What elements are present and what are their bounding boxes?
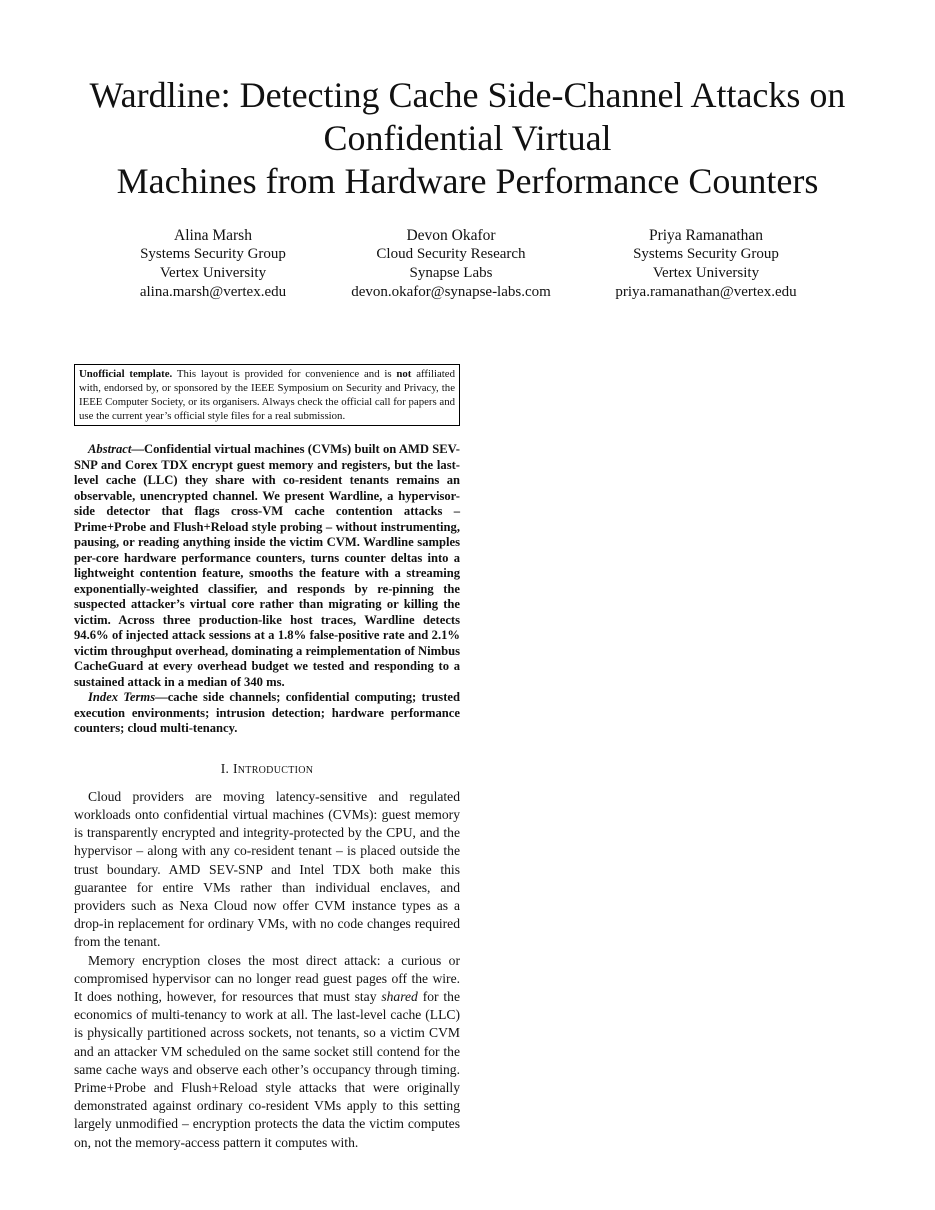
notice-text-2: affiliated with, endorsed by, or sponsored by the IEEE Symposium on Security and Privacy, the IEEE Computer Society, or its organisers. Always check the official call for papers and use the current year’s official style files for a real submission. — [79, 368, 455, 422]
title-line-3: Machines from Hardware Performance Counters — [116, 161, 819, 201]
left-column — [74, 364, 460, 1152]
abstract-text: —Confidential virtual machines (CVMs) built on AMD SEV-SNP and Corex TDX encrypt guest memory and registers, but the last-level cache (LLC) they share with co-resident tenants remains an observable, unencrypted channel. We present Wardline, a hypervisor-side detector that flags cross-VM cache contention attacks – Prime+Probe and Flush+Reload style probing – without instrumenting, pausing, or reading anything inside the victim CVM. Wardline samples per-core hardware performance counters, turns counter deltas into a lightweight contention feature, smooths the feature with a streaming exponentially-weighted classifier, and responds by re-pinning the suspected attacker’s virtual core rather than migrating or killing the victim. Across three production-like host traces, Wardline detects 94.6% of injected attack sessions at a 1.8% false-positive rate and 2.1% victim throughput overhead, dominating a reimplementation of Nimbus CacheGuard at every overhead budget we tested and responding to a sustained attack in a median of 340 ms. — [74, 442, 460, 689]
index-terms-label: Index Terms — [88, 690, 156, 704]
intro-paragraph-2 — [74, 952, 460, 1152]
p2-text-a: Memory encryption closes the most direct attack: a curious or compromised hypervisor can no longer read guest pages off the wire. It does nothing, however, for resources that must stay — [74, 952, 460, 1004]
author-name: Priya Ramanathan — [648, 227, 764, 244]
author-org: Vertex University — [652, 265, 760, 281]
section-number: I. — [220, 760, 230, 776]
author-3 — [566, 226, 846, 302]
paper-title — [40, 74, 895, 203]
abstract-label: Abstract — [88, 442, 132, 456]
section-title: Introduction — [232, 760, 314, 776]
author-email: alina.marsh@vertex.edu — [139, 284, 287, 300]
notice-not: not — [396, 368, 412, 380]
template-notice — [74, 364, 460, 426]
notice-text-1: This layout is provided for convenience and is — [172, 368, 397, 380]
index-terms — [74, 690, 460, 737]
abstract — [74, 442, 460, 690]
title-line-2: Confidential Virtual — [323, 118, 612, 158]
author-org: Synapse Labs — [409, 265, 493, 281]
author-dept: Cloud Security Research — [376, 246, 526, 262]
author-email: devon.okafor@synapse-labs.com — [351, 284, 551, 300]
p2-emphasis: shared — [381, 988, 418, 1004]
notice-lead: Unofficial template. — [79, 368, 173, 380]
author-org: Vertex University — [159, 265, 267, 281]
intro-paragraph-1: Cloud providers are moving latency-sensitive and regulated workloads onto confidential virtual machines (CVMs): guest memory is transparently encrypted and integrity-protected by the CPU, and the hypervisor – along with any co-resident tenant – is placed outside the trust boundary. AMD SEV-SNP and Intel TDX both make this guarantee for entire VMs rather than individual enclaves, and providers such as Nexa Cloud now offer CVM instance types as a drop-in replacement for ordinary VMs, with no code changes required from the tenant. — [74, 788, 460, 950]
section-heading — [74, 760, 460, 778]
author-name: Devon Okafor — [406, 227, 496, 244]
author-dept: Systems Security Group — [633, 246, 779, 262]
title-line-1: Wardline: Detecting Cache Side-Channel Attacks on — [89, 75, 846, 115]
index-terms-text: —cache side channels; confidential computing; trusted execution environments; intrusion detection; hardware performance counters; cloud multi-tenancy. — [74, 690, 461, 735]
author-2 — [311, 226, 591, 302]
author-dept: Systems Security Group — [140, 246, 286, 262]
author-name: Alina Marsh — [174, 227, 252, 244]
p2-text-b: for the economics of multi-tenancy to work at all. The last-level cache (LLC) is physically partitioned across sockets, not tenants, so a victim CVM and an attacker VM scheduled on the same socket still contend for the same cache ways and observe each other’s occupancy through timing. Prime+Probe and Flush+Reload style attacks that were originally demonstrated against ordinary co-resident VMs apply to this setting largely unmodified – encryption protects the data the victim computes on, not the memory-access pattern it computes with. — [74, 988, 460, 1150]
author-email: priya.ramanathan@vertex.edu — [615, 284, 797, 300]
